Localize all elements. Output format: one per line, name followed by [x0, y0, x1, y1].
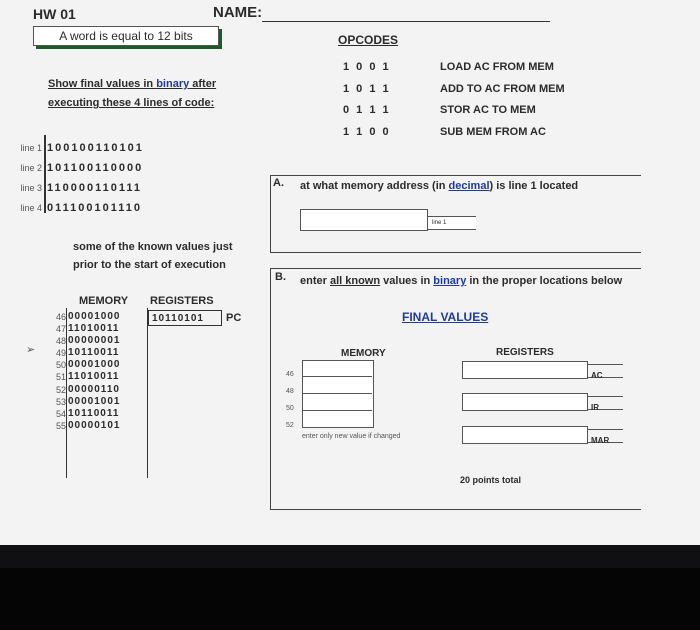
memory-address: 54 — [55, 408, 66, 419]
question-decimal: decimal — [448, 180, 490, 192]
memory-value: 00000101 — [68, 419, 121, 431]
opcode-code: 1 0 1 1 — [343, 82, 391, 95]
memory-address: 49 — [55, 348, 66, 359]
word-size-note: A word is equal to 12 bits — [33, 26, 219, 46]
instructions-binary: binary — [156, 78, 190, 90]
final-memory-divider — [302, 376, 372, 377]
final-memory-divider — [302, 410, 372, 411]
final-memory-input[interactable] — [302, 360, 374, 428]
code-line-values — [47, 138, 144, 218]
opcode-description: LOAD AC FROM MEM — [440, 61, 554, 73]
final-memory-address: 50 — [286, 405, 294, 412]
memory-address: 48 — [55, 336, 66, 347]
instructions-line-2: executing these 4 lines of code: — [48, 97, 215, 109]
screen-bezel — [0, 545, 700, 568]
points-total: 20 points total — [460, 475, 522, 485]
code-line-label: line 1 — [20, 143, 42, 153]
screen-bottom — [0, 568, 700, 630]
code-line-label: line 4 — [20, 203, 42, 213]
section-a-question — [300, 180, 578, 192]
memory-value: 10110011 — [68, 347, 120, 359]
ac-register-tag — [587, 364, 623, 378]
opcode-code: 1 1 0 0 — [343, 125, 391, 138]
initial-memory-header: MEMORY — [79, 295, 129, 307]
final-values-heading: FINAL VALUES — [402, 310, 489, 324]
name-label: NAME: — [213, 4, 263, 21]
final-memory-address: 52 — [286, 422, 294, 429]
memory-address: 52 — [55, 384, 66, 395]
known-values-line: prior to the start of execution — [73, 259, 226, 271]
line1-address-input[interactable] — [300, 209, 428, 231]
final-memory-header: MEMORY — [341, 348, 386, 359]
instruction-part: in the proper locations below — [466, 275, 623, 287]
final-memory-divider — [302, 393, 372, 394]
memory-value: 00000110 — [68, 383, 120, 395]
memory-value: 00001000 — [68, 311, 121, 322]
memory-value: 10110011 — [68, 407, 120, 419]
pc-register-label: PC — [226, 312, 242, 324]
ac-register-label: AC — [591, 371, 603, 380]
memory-address: 46 — [55, 312, 66, 322]
section-b-instructions — [300, 275, 622, 287]
instructions-text — [48, 75, 216, 113]
mar-register-tag — [587, 429, 623, 443]
memory-value: 11010011 — [68, 323, 120, 335]
code-line-labels — [8, 138, 42, 218]
code-line-value: 100100110101 — [47, 142, 144, 154]
opcode-code: 1 0 0 1 — [343, 61, 391, 73]
opcode-description: ADD TO AC FROM MEM — [440, 82, 565, 95]
memory-value: 00001001 — [68, 395, 121, 407]
instruction-all-known: all known — [329, 275, 381, 287]
final-memory-addresses — [286, 366, 294, 434]
code-line-value: 011100101110 — [47, 202, 142, 214]
instructions-part: after — [189, 78, 217, 90]
section-b-letter: B. — [275, 271, 286, 283]
final-registers-header: REGISTERS — [496, 347, 554, 358]
opcodes-title: OPCODES — [338, 33, 399, 47]
instruction-binary: binary — [433, 275, 467, 287]
hw-label: HW 01 — [33, 6, 76, 22]
known-values-line: some of the known values just — [73, 241, 233, 253]
memory-address: 51 — [55, 372, 66, 383]
ir-register-label: IR — [591, 403, 599, 412]
opcode-description: SUB MEM FROM AC — [440, 125, 546, 138]
initial-memory-values — [68, 311, 121, 432]
memory-value: 00001000 — [68, 359, 121, 371]
memory-address: 53 — [55, 396, 66, 407]
memory-value: 11010011 — [68, 371, 120, 383]
memory-address: 50 — [55, 360, 66, 371]
initial-memory-addresses — [42, 311, 66, 432]
final-memory-address: 46 — [286, 371, 294, 378]
code-line-value: 110000110111 — [47, 182, 142, 194]
memory-address: 55 — [55, 420, 66, 431]
memory-value: 00000001 — [68, 335, 121, 347]
ir-register-input[interactable] — [462, 393, 588, 411]
instructions-part: Show final values in — [48, 78, 157, 90]
question-part: ) is line 1 located — [489, 180, 579, 192]
instruction-part: values in — [380, 275, 434, 287]
ac-register-input[interactable] — [462, 361, 588, 379]
section-a-letter: A. — [273, 177, 284, 189]
mar-register-label: MAR — [591, 436, 610, 445]
known-values-text — [73, 238, 233, 274]
question-part: at what memory address (in — [300, 180, 449, 192]
opcode-code: 0 1 1 1 — [343, 104, 391, 116]
initial-registers-header: REGISTERS — [150, 295, 214, 307]
memory-address: 47 — [55, 324, 66, 335]
changed-values-note: enter only new value if changed — [302, 433, 401, 440]
code-line-label: line 3 — [20, 183, 42, 193]
opcode-list — [343, 57, 391, 143]
line1-tag: line 1 — [428, 216, 476, 230]
ir-register-tag — [587, 396, 623, 410]
code-line-label: line 2 — [20, 163, 42, 173]
mar-register-input[interactable] — [462, 426, 588, 444]
final-memory-address: 48 — [286, 388, 294, 395]
opcode-descriptions — [440, 57, 565, 143]
pc-register-value: 10110101 — [152, 313, 204, 324]
opcode-description: STOR AC TO MEM — [440, 104, 536, 116]
name-field[interactable] — [262, 21, 550, 22]
instruction-part: enter — [300, 275, 330, 287]
mouse-cursor-icon: ➢ — [26, 344, 36, 356]
code-line-value: 101100110000 — [47, 162, 144, 174]
